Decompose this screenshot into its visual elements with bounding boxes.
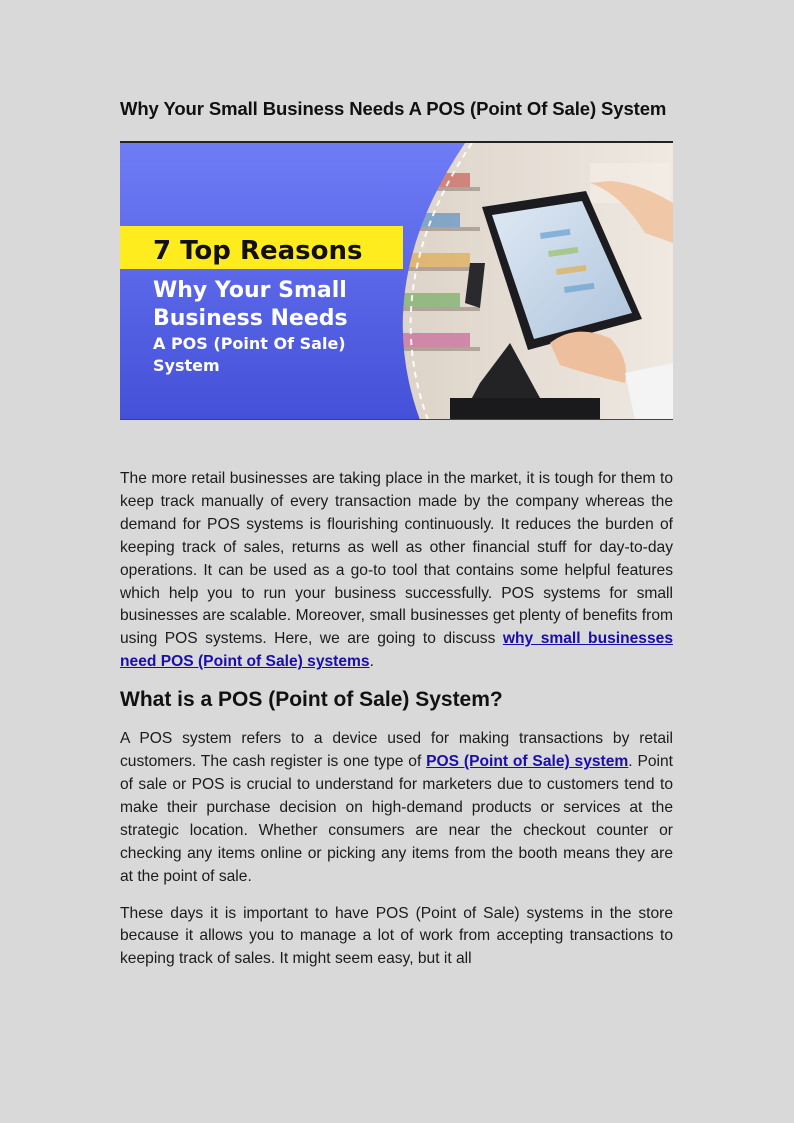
article-body xyxy=(120,468,673,985)
intro-link[interactable]: why small businesses need POS (Point of Sale) systems xyxy=(120,630,673,671)
document-title: Why Your Small Business Needs A POS (Point Of Sale) System xyxy=(120,98,667,119)
pos-system-link[interactable]: POS (Point of Sale) system xyxy=(426,753,629,771)
intro-text: The more retail businesses are taking place in the market, it is tough for them to keep track manually of every transaction made by the company whereas the demand for POS systems is flourishing continuously. It reduces the burden of keeping track of sales, returns as well as other financial stuff for day-to-day operations. It can be used as a go-to tool that contains some helpful features which help you to run your business successfully. POS systems for small businesses are scalable. Moreover, small businesses get plenty of benefits from using POS systems. Here, we are going to discuss xyxy=(120,470,673,648)
banner-line-3: A POS (Point Of Sale) xyxy=(153,334,346,353)
banner-headline: 7 Top Reasons xyxy=(153,236,363,266)
banner-line-4: System xyxy=(153,356,220,375)
section-heading: What is a POS (Point of Sale) System? xyxy=(120,688,503,712)
section-paragraph-1 xyxy=(120,728,673,888)
intro-after: . xyxy=(369,653,374,671)
banner-line-1: Why Your Small xyxy=(153,278,347,303)
section-paragraph-2: These days it is important to have POS (Point of Sale) systems in the store because it allows you to manage a lot of work from accepting transactions to keeping track of sales. It might seem easy, but it all xyxy=(120,904,673,968)
hero-banner-image xyxy=(120,141,673,420)
p1-after: . Point of sale or POS is crucial to understand for marketers due to customers tend to make their purchase decision on high-demand products or services at the strategic location. Whether consumers are near the checkout counter or checking any items online or picking any items from the booth means they are at the point of sale. xyxy=(120,753,673,885)
banner-line-2: Business Needs xyxy=(153,306,348,331)
banner-illustration xyxy=(120,143,673,420)
intro-paragraph xyxy=(120,468,673,674)
p1-before: A POS system refers to a device used for making transactions by retail customers. The cash register is one type of xyxy=(120,730,673,771)
